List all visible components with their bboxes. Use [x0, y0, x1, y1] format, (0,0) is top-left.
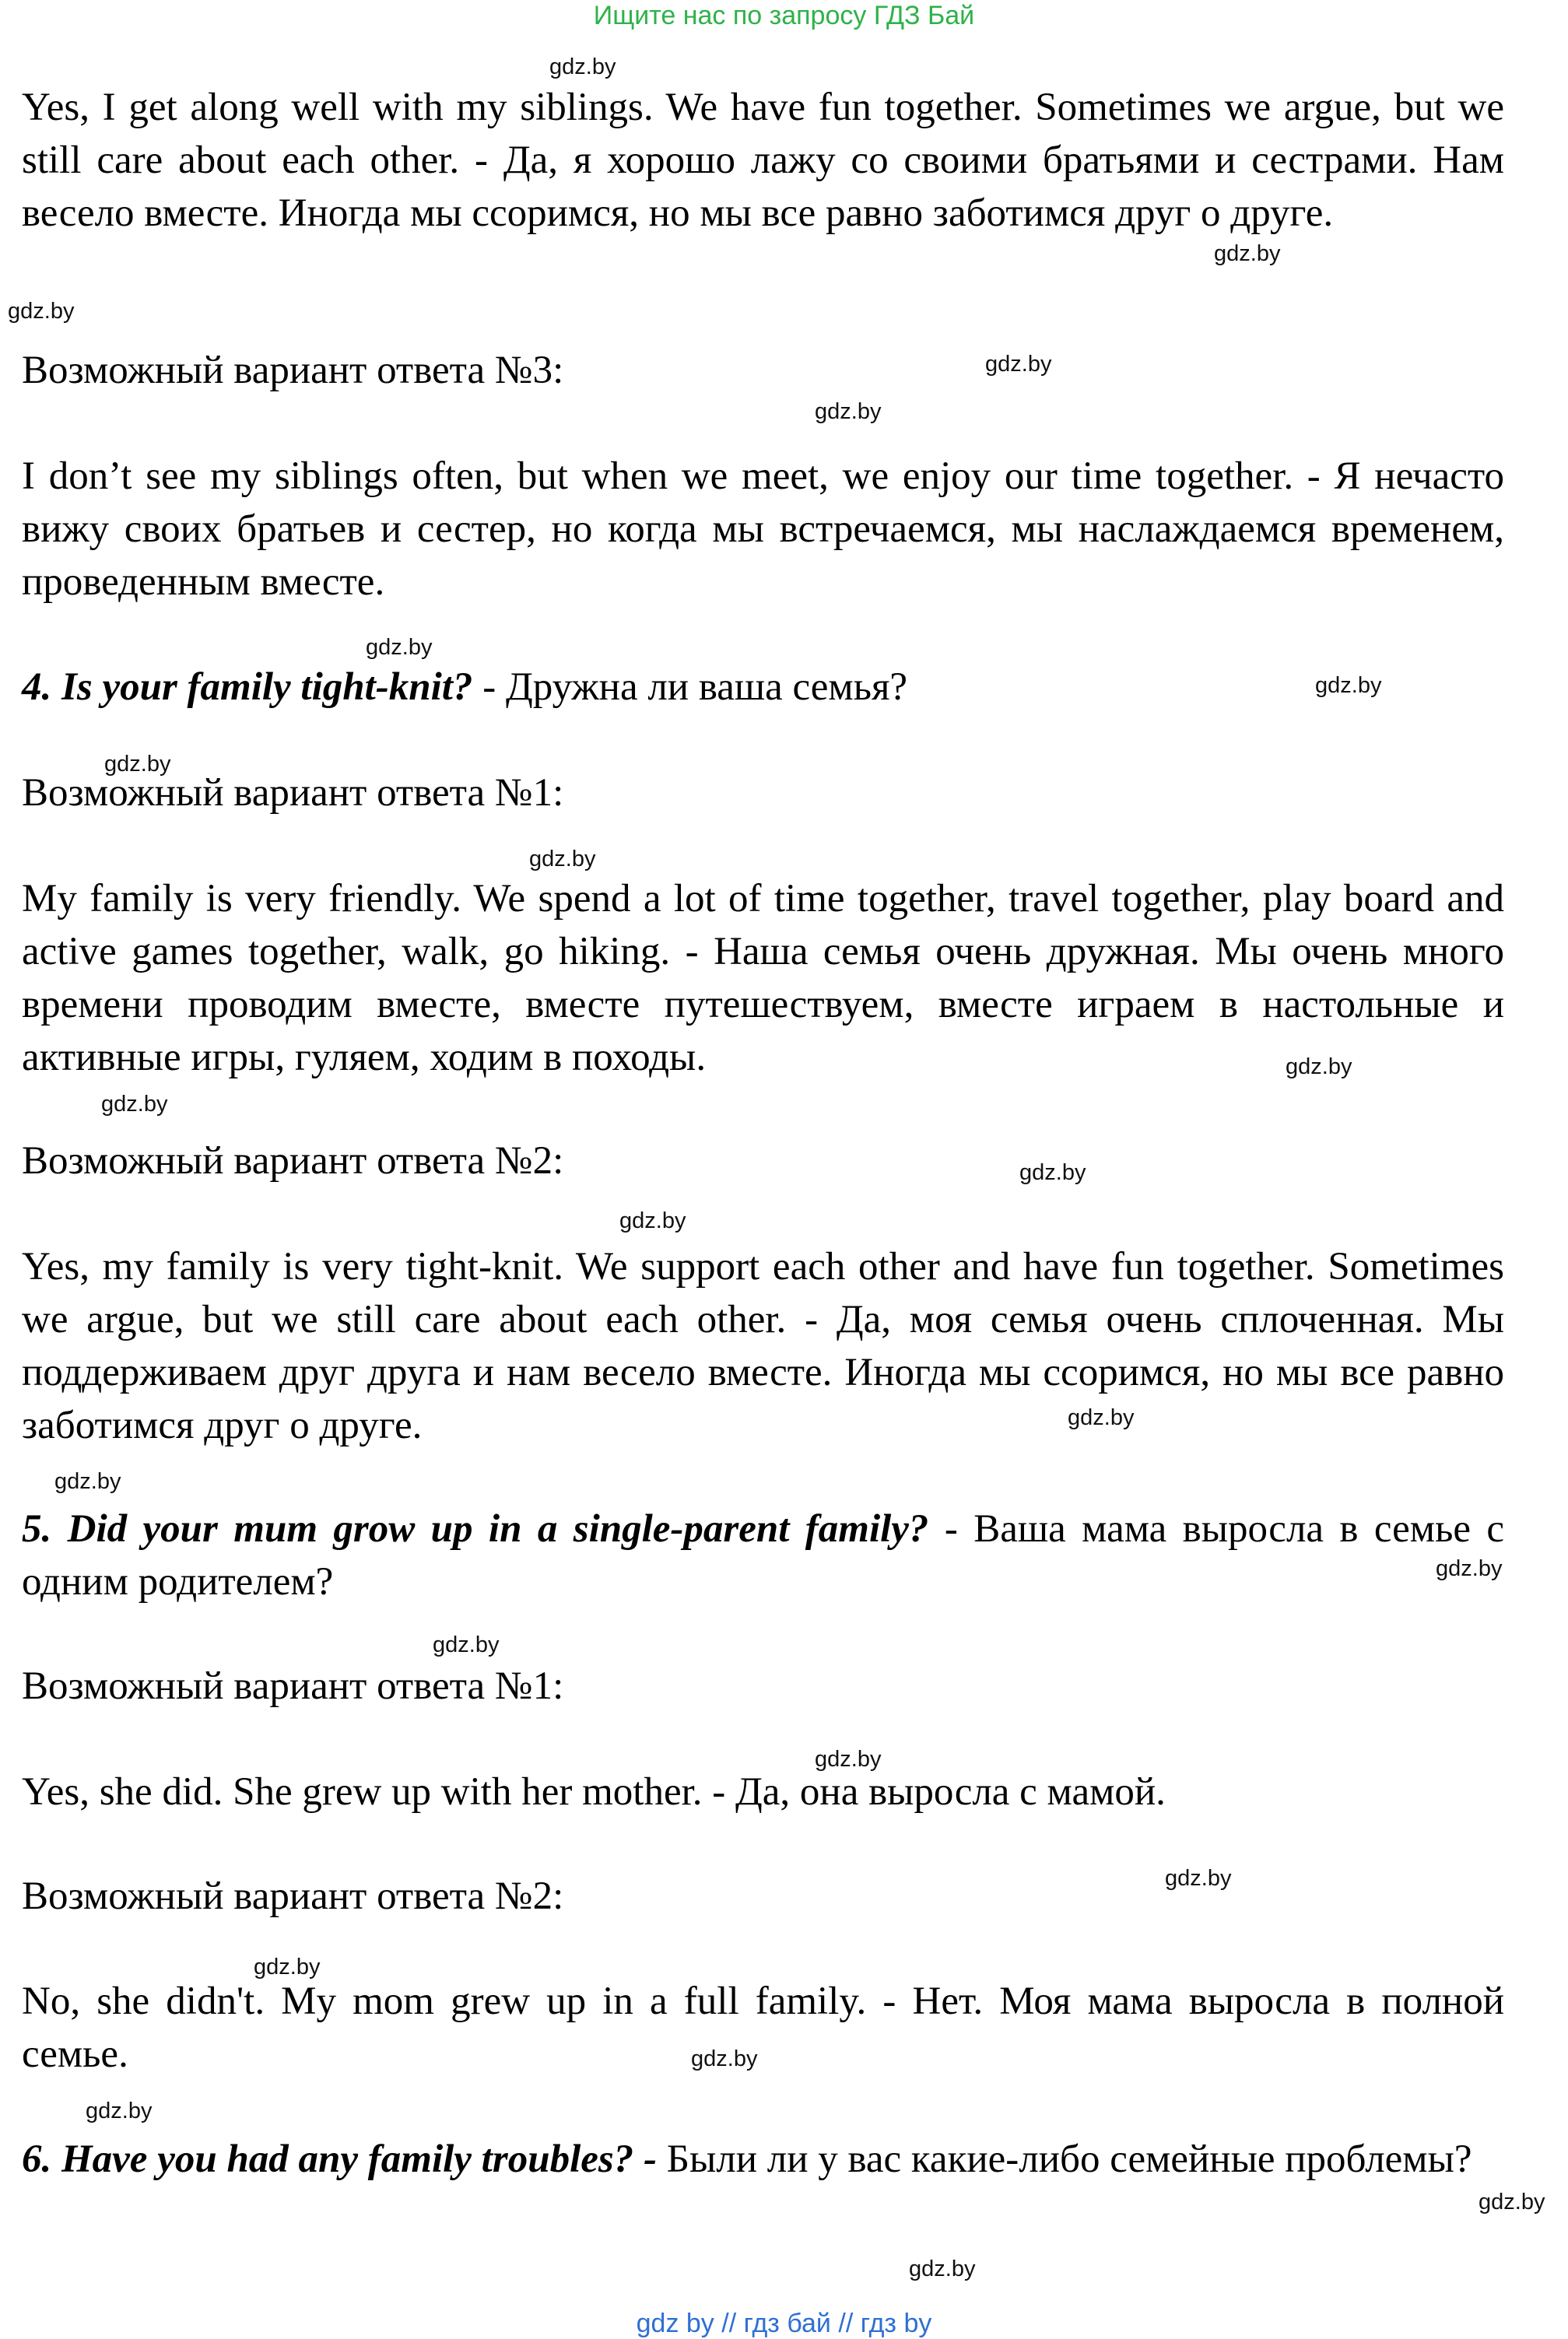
question-text: 5. Did your mum grow up in a single-parent family? — [22, 1507, 929, 1551]
watermark: gdz.by — [1479, 2190, 1545, 2215]
watermark: gdz.by — [815, 1747, 882, 1772]
question-heading — [22, 2133, 1504, 2186]
watermark: gdz.by — [1068, 1405, 1135, 1430]
watermark: gdz.by — [1165, 1866, 1232, 1891]
page-header[interactable]: Ищите нас по запросу ГДЗ Бай — [593, 1, 975, 30]
watermark: gdz.by — [985, 352, 1052, 377]
answer-paragraph: No, she didn't. My mom grew up in a full family. - Нет. Моя мама выросла в полной семье. — [22, 1980, 1504, 2076]
answer-paragraph: Yes, she did. She grew up with her mother. - Да, она выросла с мамой. — [22, 1770, 1166, 1814]
question-translation: - Ваша мама выросла в семье с одним родителем? — [22, 1507, 1504, 1604]
answer-variant-label: Возможный вариант ответа №3: — [22, 349, 564, 392]
watermark: gdz.by — [1214, 241, 1281, 266]
question-translation: Были ли у вас какие-либо семейные проблемы? — [656, 2137, 1472, 2181]
answer-variant-label: Возможный вариант ответа №2: — [22, 1139, 564, 1183]
watermark: gdz.by — [1286, 1054, 1352, 1079]
question-text: 6. Have you had any family troubles? - — [22, 2137, 657, 2181]
answer-paragraph: My family is very friendly. We spend a lot of time together, travel together, play board and active games together, walk, go hiking. - Наша семья очень дружная. Мы очень много времени проводим вместе, вместе путешествуем, вместе играем в настольные и активные игры, гуляем, ходим в походы. — [22, 877, 1504, 1079]
answer-variant-label: Возможный вариант ответа №1: — [22, 1664, 564, 1708]
watermark: gdz.by — [433, 1632, 500, 1657]
watermark: gdz.by — [54, 1469, 121, 1494]
watermark: gdz.by — [8, 299, 75, 324]
watermark: gdz.by — [549, 54, 616, 79]
watermark: gdz.by — [104, 752, 171, 777]
question-text: 4. Is your family tight-knit? — [22, 665, 473, 709]
watermark: gdz.by — [815, 399, 882, 424]
question-heading — [22, 1503, 1504, 1608]
watermark: gdz.by — [1436, 1556, 1503, 1581]
watermark: gdz.by — [1315, 673, 1382, 698]
watermark: gdz.by — [619, 1208, 686, 1233]
answer-paragraph: I don’t see my siblings often, but when we meet, we enjoy our time together. - Я нечасто вижу своих братьев и сестер, но когда мы встречаемся, мы наслаждаемся временем, проведенным вместе. — [22, 454, 1504, 604]
question-translation: - Дружна ли ваша семья? — [472, 665, 908, 709]
answer-paragraph: Yes, I get along well with my siblings. We have fun together. Sometimes we argue, but we still care about each other. - Да, я хорошо лажу со своими братьями и сестрами. Нам весело вместе. Иногда мы ссоримся, но мы все равно заботимся друг о друге. — [22, 86, 1504, 235]
answer-variant-label: Возможный вариант ответа №1: — [22, 771, 564, 815]
watermark: gdz.by — [86, 2099, 153, 2123]
watermark: gdz.by — [366, 635, 433, 660]
watermark: gdz.by — [101, 1092, 168, 1117]
question-heading — [22, 661, 1504, 714]
watermark: gdz.by — [529, 847, 596, 871]
watermark: gdz.by — [691, 2046, 758, 2071]
watermark: gdz.by — [1019, 1160, 1086, 1185]
watermark: gdz.by — [909, 2257, 976, 2281]
watermark: gdz.by — [254, 1955, 321, 1980]
page-footer[interactable]: gdz by // гдз бай // гдз by — [636, 2309, 932, 2338]
answer-variant-label: Возможный вариант ответа №2: — [22, 1874, 564, 1918]
answer-paragraph: Yes, my family is very tight-knit. We support each other and have fun together. Sometimes we argue, but we still care about each other. - Да, моя семья очень сплоченная. Мы поддерживаем друг друга и нам весело вместе. Иногда мы ссоримся, но мы все равно заботимся друг о друге. — [22, 1245, 1504, 1447]
